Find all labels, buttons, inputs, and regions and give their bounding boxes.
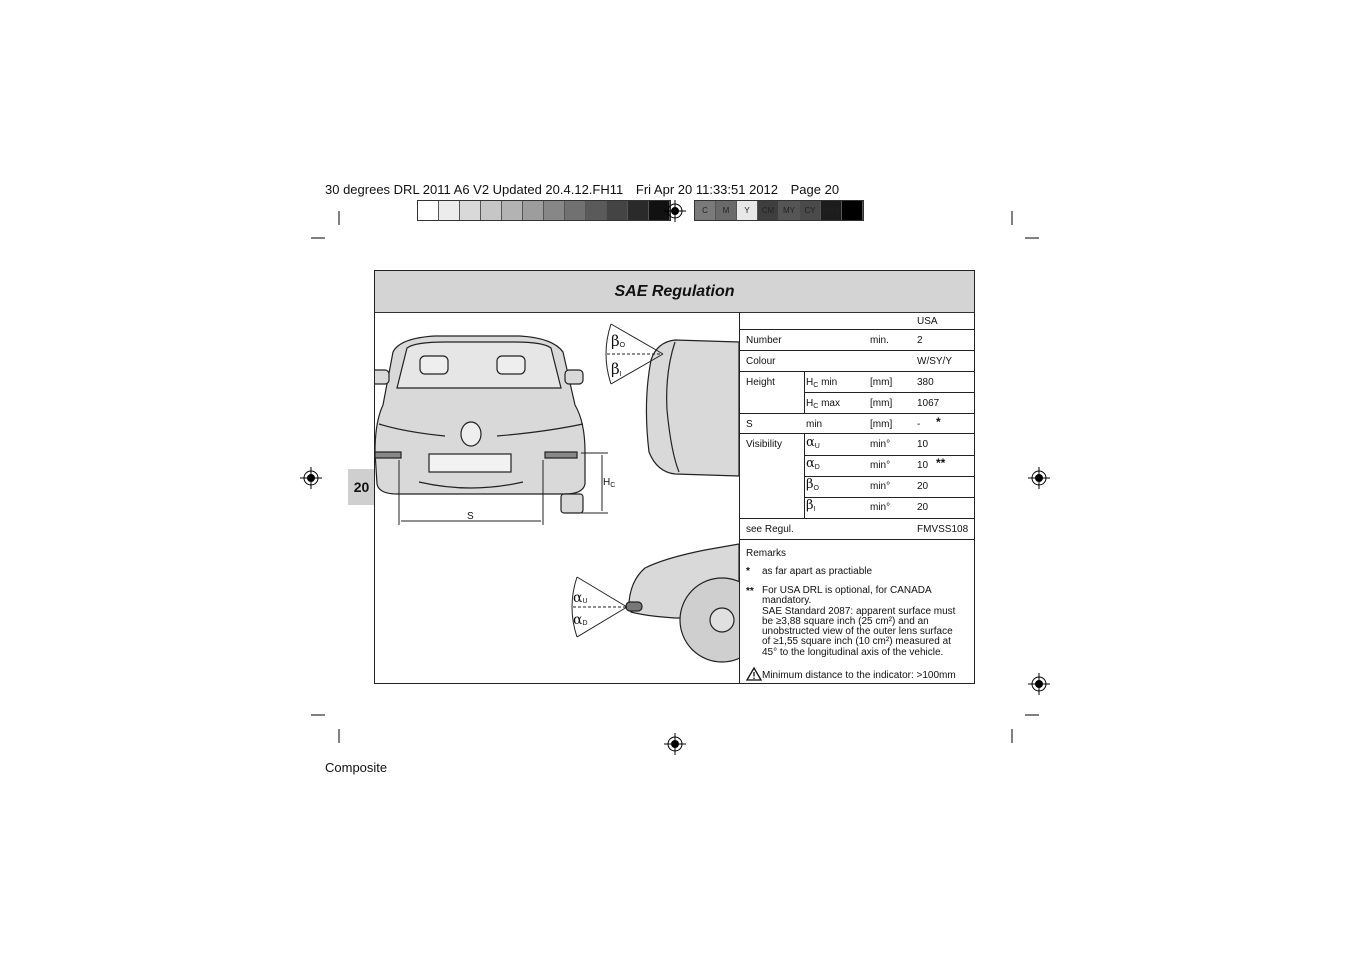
remark-line: 45° to the longitudinal axis of the vehicle.: [762, 646, 944, 658]
remark-line: SAE Standard 2087: apparent surface must: [762, 605, 956, 617]
front-seat-left: [420, 356, 448, 374]
table-row-height-min: [740, 372, 975, 393]
table-row-see-regul: [740, 519, 975, 540]
row-label: Colour: [746, 356, 776, 367]
alpha-d-symbol: αD: [573, 612, 588, 628]
footnote-mark: *: [936, 415, 941, 429]
row-param: $\alpha_D$: [806, 456, 820, 471]
table-row-height-max: [740, 393, 975, 414]
remark-line: unobstructed view of the outer lens surface: [762, 626, 953, 638]
remark-line: of ≥1,55 square inch (10 cm²) measured at: [762, 636, 951, 648]
hc-label: $H_C$: [603, 477, 616, 489]
side-mirror-right: [565, 370, 583, 384]
registration-target-icon: [1028, 673, 1050, 695]
row-unit: min°: [870, 439, 891, 450]
row-value: 10: [917, 460, 929, 471]
row-value: 2: [917, 335, 923, 346]
slug-timestamp: Fri Apr 20 11:33:51 2012: [635, 182, 779, 197]
row-label: Height: [746, 377, 775, 388]
vehicle-illustration: [375, 312, 739, 683]
car-side-top: [646, 340, 739, 476]
alpha-u-symbol: αU: [573, 590, 588, 606]
rear-hub: [710, 608, 734, 632]
table-row-visibility: [804, 497, 975, 518]
remark-line: mandatory.: [762, 595, 812, 607]
row-unit: min.: [870, 335, 889, 346]
remark-line: For USA DRL is optional, for CANADA: [762, 585, 932, 596]
row-value: W/SY/Y: [917, 356, 953, 367]
footnote-mark: **: [936, 456, 946, 470]
table-row-colour: [740, 351, 975, 372]
row-param: $\beta_O$: [806, 477, 819, 492]
remark-line: be ≥3,88 square inch (25 cm²) and an: [762, 615, 929, 627]
table-row-visibility: [804, 455, 975, 477]
registration-target-icon: [664, 200, 686, 222]
registration-target-icon: [1028, 467, 1050, 489]
table-row-visibility: [804, 434, 975, 456]
row-param: $H_C$ min: [806, 377, 838, 389]
row-unit: [mm]: [870, 377, 893, 388]
drl-right: [545, 452, 577, 458]
row-unit: min°: [870, 481, 891, 492]
row-param: $\beta_I$: [806, 498, 816, 513]
rear-lamp: [626, 602, 642, 611]
front-seat-right: [497, 356, 525, 374]
warning-icon: [746, 667, 762, 684]
wheel-right: [561, 494, 583, 513]
beta-i-symbol: βI: [611, 360, 622, 378]
s-label: S: [467, 511, 474, 522]
row-value: FMVSS108: [917, 524, 969, 535]
beta-o-symbol: βO: [611, 332, 626, 350]
table-row-visibility: [804, 476, 975, 498]
row-label: Number: [746, 335, 782, 346]
cmy-swatch: CY: [800, 201, 821, 220]
footer-label: Composite: [325, 760, 388, 775]
cmy-swatch: M: [716, 201, 737, 220]
row-unit: [mm]: [870, 419, 893, 430]
grille-badge: [461, 422, 481, 446]
slug-page: Page 20: [790, 182, 840, 197]
remark-note-1: as far apart as practiable: [762, 566, 873, 577]
cmy-swatch: C: [695, 201, 716, 220]
footnote-mark: **: [746, 586, 754, 597]
cmy-swatch: MY: [779, 201, 800, 220]
row-label: see Regul.: [746, 524, 794, 535]
table-row-number: [740, 330, 975, 351]
page-number-tab: 20: [348, 469, 375, 505]
registration-target-icon: [300, 467, 322, 489]
row-value: 20: [917, 481, 929, 492]
warning-text: Minimum distance to the indicator: >100mm: [762, 670, 956, 681]
cmy-swatch: Y: [737, 201, 758, 220]
region-header: USA: [917, 316, 938, 327]
row-label: S: [746, 419, 753, 430]
row-param: $\alpha_U$: [806, 435, 820, 450]
row-value: -: [917, 419, 921, 430]
row-value: 1067: [917, 398, 940, 409]
slug-filename: 30 degrees DRL 2011 A6 V2 Updated 20.4.12.FH11: [325, 182, 624, 197]
row-value: 380: [917, 377, 934, 388]
side-mirror-left: [375, 370, 389, 384]
remarks-section: [740, 543, 975, 683]
row-param: min: [806, 419, 823, 430]
row-value: 20: [917, 502, 929, 513]
remarks-title: Remarks: [746, 548, 787, 559]
row-unit: min°: [870, 502, 891, 513]
cmy-swatch: CMY: [821, 201, 842, 220]
panel-title: SAE Regulation: [375, 271, 974, 313]
spec-table: [739, 312, 975, 683]
license-plate: [429, 454, 511, 472]
row-unit: min°: [870, 460, 891, 471]
visibility-group: [740, 434, 975, 519]
row-value: 10: [917, 439, 929, 450]
remark-note-2: [762, 586, 972, 658]
registration-target-icon: [664, 733, 686, 755]
table-row-s: [740, 414, 975, 434]
footnote-mark: *: [746, 566, 750, 577]
sae-regulation-panel: [374, 270, 975, 684]
cmy-swatch: CM: [758, 201, 779, 220]
row-unit: [mm]: [870, 398, 893, 409]
row-param: $H_C$ max: [806, 398, 840, 410]
drl-left: [375, 452, 401, 458]
table-header-row: [740, 312, 975, 330]
visibility-label-cell: [740, 434, 805, 518]
row-label: Visibility: [746, 439, 782, 450]
